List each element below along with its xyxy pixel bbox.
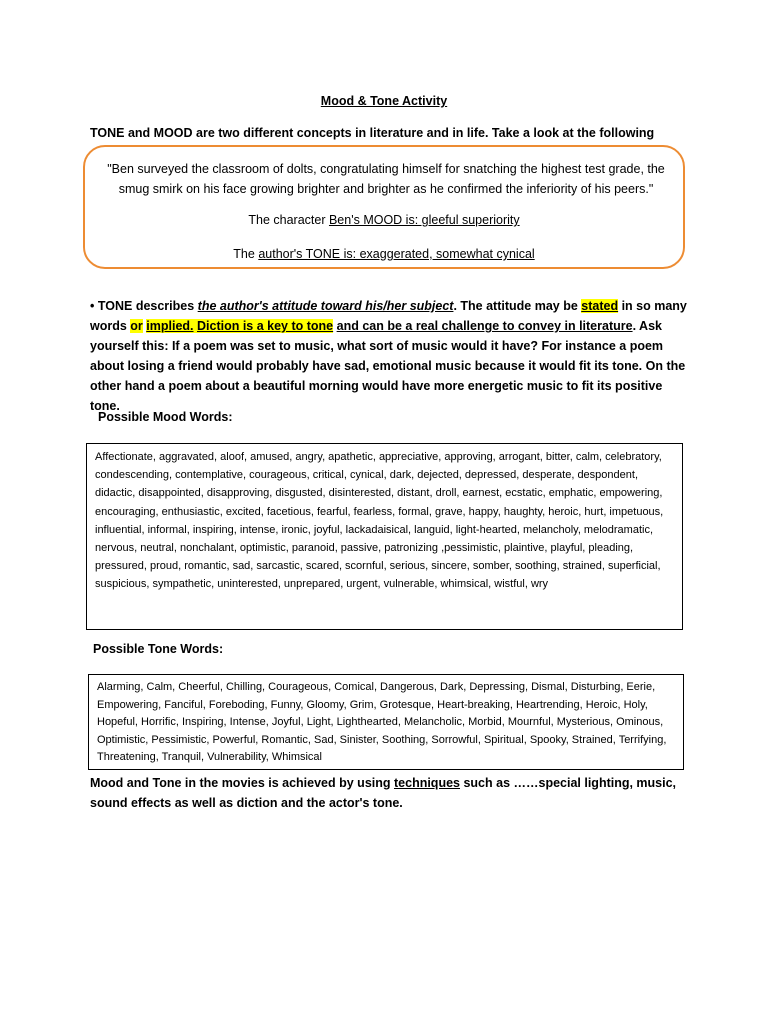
tone-definition-paragraph [90, 296, 690, 416]
diction-highlight: Diction is a key to tone [197, 319, 334, 333]
intro-text: TONE and MOOD are two different concepts in literature and in life. Take a look at the following [90, 126, 655, 140]
tone-words-box: Alarming, Calm, Cheerful, Chilling, Courageous, Comical, Dangerous, Dark, Depressing, Dismal, Disturbing, Eerie, Empowering, Fanciful, Foreboding, Funny, Gloomy, Grim, Grotesque, Heart-breaking, Heartrending, Heroic, Holy, Hopeful, Horrific, Inspiring, Intense, Joyful, Light, Lighthearted, Melancholic, Morbid, Mournful, Mysterious, Ominous, Optimistic, Pessimistic, Powerful, Romantic, Sad, Sinister, Soothing, Sorrowful, Spiritual, Spooky, Strained, Terrifying, Threatening, Tranquil, Vulnerability, Whimsical [88, 674, 684, 770]
tone-words-heading: Possible Tone Words: [93, 642, 224, 656]
mood-prefix: The character [248, 213, 329, 227]
mood-words-heading: Possible Mood Words: [98, 410, 233, 424]
tone-para-part: . The attitude may be [453, 299, 582, 313]
closing-part: Mood and Tone in the movies is achieved by using [90, 776, 394, 790]
stated-highlight: stated [581, 299, 619, 313]
example-quote: "Ben surveyed the classroom of dolts, congratulating himself for snatching the highest test grade, the smug smirk on his face growing brighter and brighter as he confirmed the inferiority of his peers." [107, 162, 665, 196]
tone-para-part: • TONE describes [90, 299, 198, 313]
tone-para-part: . Ask yourself this: If a poem was set to music, what sort of music would it have? For instance a poem about losing a friend would probably have sad, emotional music because it would fit its tone. On the other hand a poem about a beautiful morning would have more energetic music to fit its positive tone. [90, 319, 686, 413]
tone-statement: author's TONE is: exaggerated, somewhat cynical [258, 247, 535, 261]
closing-paragraph [90, 773, 690, 813]
tone-para-part: in so many words [90, 299, 687, 333]
tone-prefix: The [233, 247, 259, 261]
techniques-word: techniques [394, 776, 460, 790]
example-box [83, 145, 685, 269]
challenge-phrase: and can be a real challenge to convey in literature [336, 319, 633, 333]
closing-part: such as ……special lighting, music, sound effects as well as diction and the actor's tone. [90, 776, 677, 810]
example-tone-line [85, 247, 683, 261]
implied-highlight: implied. [146, 319, 194, 333]
mood-words-box: Affectionate, aggravated, aloof, amused, angry, apathetic, appreciative, approving, arrogant, bitter, calm, celebratory, condescending, contemplative, courageous, critical, cynical, dark, dejected, depressed, desperate, despondent, didactic, disappointed, disapproving, disgusted, disinterested, distant, droll, earnest, ecstatic, emphatic, empowering, encouraging, enthusiastic, excited, facetious, fearful, fearless, formal, grave, happy, haughty, heroic, hurt, impetuous, influential, informal, inspiring, intense, ironic, joyful, lackadaisical, languid, light-hearted, melancholy, melodramatic, nervous, neutral, nonchalant, optimistic, paranoid, passive, patronizing ,pessimistic, plaintive, playful, pleading, pressured, proud, romantic, sad, sarcastic, scared, scornful, serious, sincere, somber, soothing, strained, superficial, suspicious, sympathetic, uninterested, unprepared, urgent, vulnerable, whimsical, wistful, wry [86, 443, 683, 630]
or-highlight: or [130, 319, 143, 333]
mood-statement: Ben's MOOD is: gleeful superiority [328, 213, 520, 227]
author-attitude-phrase: the author's attitude toward his/her subject [197, 299, 454, 313]
example-mood-line [85, 213, 683, 227]
page-title: Mood & Tone Activity [320, 94, 448, 108]
